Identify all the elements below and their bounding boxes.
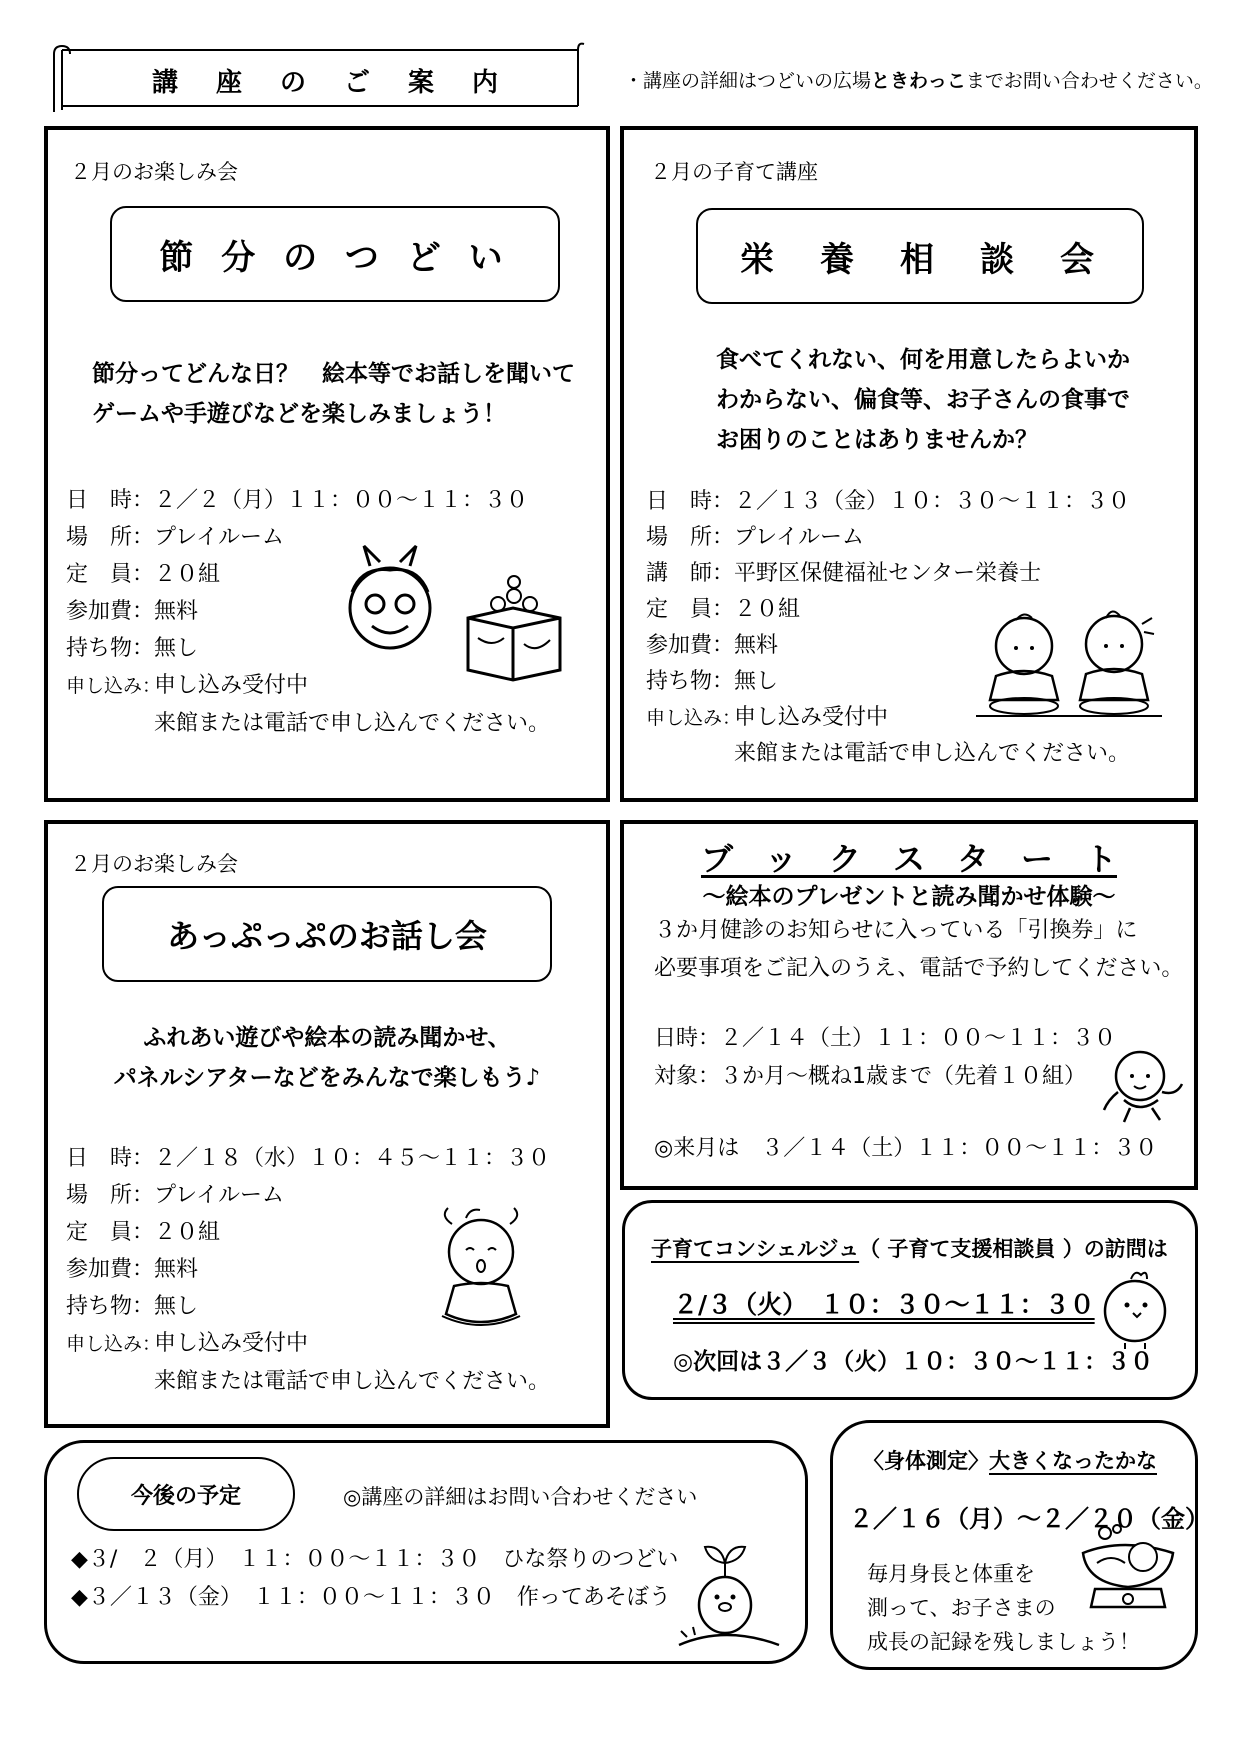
measure-desc: 毎月身長と体重を 測って、お子さまの 成長の記録を残しましょう！ xyxy=(867,1562,1140,1654)
header-note: ・講座の詳細はつどいの広場ときわっこまでお問い合わせください。 xyxy=(624,70,1213,92)
detail-row: 日 時：２／１８（水）１０：４５～１１：３０ xyxy=(66,1146,551,1171)
detail-row: 持ち物：無し xyxy=(66,636,199,661)
crawling-baby-icon xyxy=(1094,1046,1190,1126)
story-note: 来館または電話で申し込んでください。 xyxy=(154,1369,551,1394)
list-item: ◆３/ ２（月） １１：００～１１：３０ ひな祭りのつどい xyxy=(71,1547,679,1572)
schedule-section xyxy=(44,1440,808,1664)
concierge-date: ２/３（火） １０：３０～１１：３０ xyxy=(673,1290,1095,1319)
schedule-list xyxy=(71,1541,678,1617)
measure-section xyxy=(830,1420,1209,1670)
story-title-box xyxy=(102,886,552,982)
nutrition-intro: 食べてくれない、何を用意したらよいか わからない、偏食等、お子さんの食事で お困りのことはありませんか？ xyxy=(716,347,1130,453)
detail-row: 定 員：２０組 xyxy=(66,562,221,587)
nutrition-title: 栄 養 相 談 会 xyxy=(740,239,1100,280)
detail-row: 定 員：２０組 xyxy=(646,597,801,622)
detail-row: 日 時：２／２（月）１１：００～１１：３０ xyxy=(66,488,529,513)
setsubun-category: ２月のお楽しみ会 xyxy=(70,160,238,184)
measure-dates: ２／１６（月）～２／２０（金） xyxy=(849,1505,1209,1533)
setsubun-note: 来館または電話で申し込んでください。 xyxy=(154,711,551,736)
measure-heading: 〈身体測定〉大きくなったかな xyxy=(863,1449,1157,1473)
bookstart-desc: ３か月健診のお知らせに入っている「引換券」に 必要事項をご記入のうえ、電話で予約してください。 xyxy=(654,918,1184,981)
detail-row: 日 時：２／１３（金）１０：３０～１１：３０ xyxy=(646,489,1131,514)
mole-sprout-icon xyxy=(673,1533,783,1653)
schedule-note: ◎講座の詳細はお問い合わせください xyxy=(343,1485,698,1509)
story-category: ２月のお楽しみ会 xyxy=(70,852,238,876)
detail-row: 申し込み：申し込み受付中 xyxy=(66,1331,309,1356)
babies-eating-icon xyxy=(972,606,1168,726)
chick-icon xyxy=(1095,1263,1175,1353)
bookstart-section xyxy=(620,820,1198,1190)
detail-row: 持ち物：無し xyxy=(66,1294,199,1319)
bookstart-next: ◎来月は ３／１４（土）１１：００～１１：３０ xyxy=(654,1136,1158,1161)
detail-row: 参加費：無料 xyxy=(66,599,199,624)
detail-row: 申し込み：申し込み受付中 xyxy=(66,673,309,698)
detail-row: 場 所：プレイルーム xyxy=(646,525,865,550)
concierge-heading: 子育てコンシェルジュ（ 子育て支援相談員 ）の訪問は xyxy=(651,1237,1168,1261)
detail-row: 持ち物：無し xyxy=(646,669,779,694)
setsubun-title: 節 分 の つ ど い xyxy=(159,237,511,278)
detail-row: 申し込み：申し込み受付中 xyxy=(646,705,889,730)
oni-icon xyxy=(330,540,450,660)
nutrition-category: ２月の子育て講座 xyxy=(650,160,818,184)
detail-row: 場 所：プレイルーム xyxy=(66,1183,285,1208)
detail-row: 参加費：無料 xyxy=(646,633,779,658)
detail-row: 定 員：２０組 xyxy=(66,1220,221,1245)
story-section xyxy=(44,820,610,1428)
detail-row: 講 師：平野区保健福祉センター栄養士 xyxy=(646,561,1042,586)
nutrition-title-box xyxy=(696,208,1144,304)
setsubun-intro: 節分ってどんな日？ 絵本等でお話しを聞いて ゲームや手遊びなどを楽しみましょう！ xyxy=(92,361,575,427)
nutrition-note: 来館または電話で申し込んでください。 xyxy=(734,741,1131,766)
list-item: ◆３／１３（金） １１：００～１１：３０ 作ってあそぼう xyxy=(71,1585,671,1610)
concierge-next: ◎次回は３／３（火）１０：３０～１１：３０ xyxy=(673,1349,1154,1375)
bookstart-datetime: 日時：２／１４（土）１１：００～１１：３０ xyxy=(654,1026,1117,1051)
story-title: あっぷっぷのお話し会 xyxy=(167,917,487,955)
bookstart-target: 対象：３か月～概ね1歳まで（先着１０組） xyxy=(654,1064,1086,1089)
nutrition-section xyxy=(620,126,1198,802)
schedule-badge: 今後の予定 xyxy=(77,1457,295,1531)
detail-row: 場 所：プレイルーム xyxy=(66,525,285,550)
baby-scale-icon xyxy=(1073,1523,1183,1613)
banner-title: 講 座 の ご 案 内 xyxy=(151,68,504,98)
header-banner xyxy=(48,40,588,112)
setsubun-section xyxy=(44,126,610,802)
detail-row: 参加費：無料 xyxy=(66,1257,199,1282)
bookstart-title: ブ ッ ク ス タ ー ト xyxy=(700,840,1117,878)
bookstart-subtitle: ～絵本のプレゼントと読み聞かせ体験～ xyxy=(702,884,1116,910)
setsubun-title-box xyxy=(110,206,560,302)
concierge-section xyxy=(622,1200,1198,1400)
story-intro: ふれあい遊びや絵本の読み聞かせ、 パネルシアターなどをみんなで楽しもう♪ xyxy=(113,1025,541,1091)
bean-box-icon xyxy=(458,574,568,684)
baby-girl-icon xyxy=(426,1204,536,1334)
